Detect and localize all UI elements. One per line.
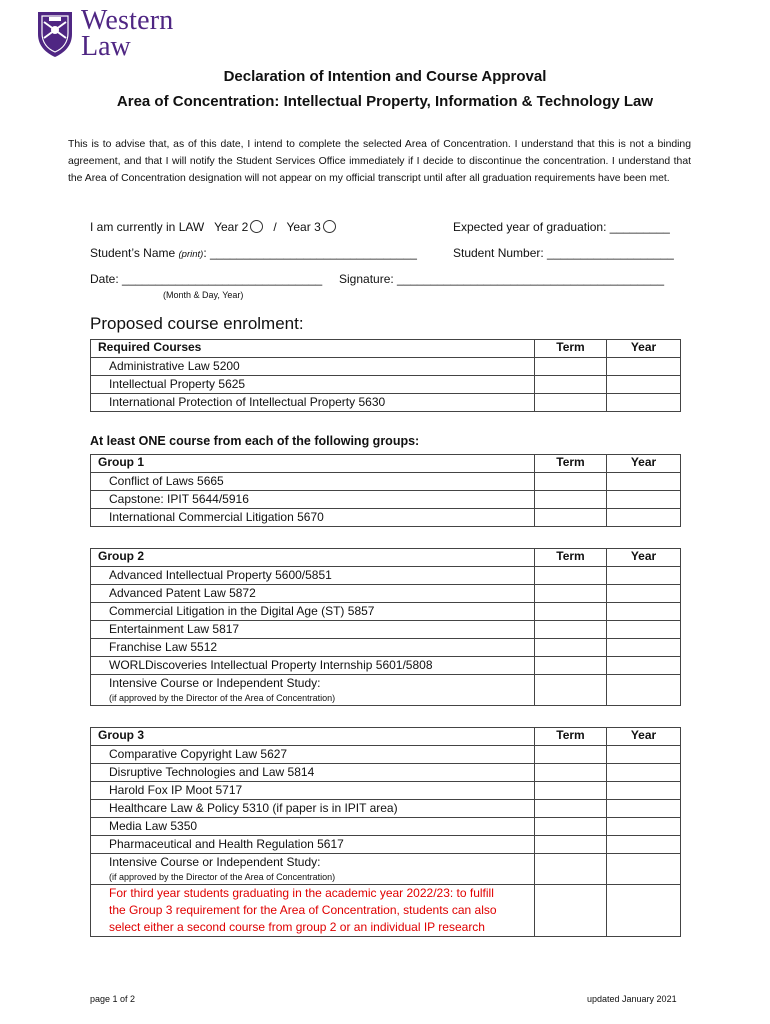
student-name-line: : _______________________________ [203,246,417,260]
approval-note: (if approved by the Director of the Area of Concentration) [109,872,336,882]
updated-date: updated January 2021 [587,994,677,1004]
course-item: Harold Fox IP Moot 5717 [109,783,243,797]
year-cell[interactable] [607,639,681,657]
course-item: Administrative Law 5200 [109,359,240,373]
logo-line-law: Law [81,30,131,62]
course-item: Intensive Course or Independent Study: [109,855,321,869]
term-cell[interactable] [535,746,607,764]
term-cell[interactable] [535,567,607,585]
year-selector-row [90,220,336,234]
shield-crest-icon [36,10,74,58]
date-field[interactable]: Date: ______________________________ [90,272,323,286]
course-item: Pharmaceutical and Health Regulation 5617 [109,837,344,851]
year-cell[interactable] [607,746,681,764]
year-header: Year [607,728,681,746]
group2-table [90,548,681,706]
year-cell[interactable] [607,800,681,818]
logo-line-western: Western [81,5,174,36]
term-cell[interactable] [535,657,607,675]
year2-radio[interactable] [250,220,263,233]
signature-field[interactable]: Signature: ________________________________________ [339,272,664,286]
term-header: Term [535,728,607,746]
print-hint: (print) [178,249,204,260]
year-cell[interactable] [607,854,681,885]
year-cell[interactable] [607,376,681,394]
group3-header: Group 3 [91,728,535,746]
student-name-label: Student’s Name [90,246,179,260]
year-cell[interactable] [607,567,681,585]
group1-table [90,454,681,527]
year-cell[interactable] [607,621,681,639]
year-cell[interactable] [607,394,681,412]
year-cell[interactable] [607,764,681,782]
year-cell[interactable] [607,603,681,621]
year-cell[interactable] [607,509,681,527]
year-header: Year [607,455,681,473]
course-item: Media Law 5350 [109,819,198,833]
term-cell[interactable] [535,358,607,376]
course-item: Conflict of Laws 5665 [109,474,224,488]
year-header: Year [607,340,681,358]
group3-table [90,727,681,937]
course-item: Disruptive Technologies and Law 5814 [109,765,315,779]
course-item: Comparative Copyright Law 5627 [109,747,288,761]
student-name-field[interactable] [90,246,417,260]
term-cell[interactable] [535,473,607,491]
term-cell[interactable] [535,836,607,854]
course-item: Commercial Litigation in the Digital Age (ST) 5857 [109,604,375,618]
course-item: Advanced Patent Law 5872 [109,586,256,600]
document-title: Declaration of Intention and Course Approval [223,68,547,85]
course-item: Intensive Course or Independent Study: [109,676,321,690]
term-cell[interactable] [535,394,607,412]
group1-header: Group 1 [91,455,535,473]
year3-radio[interactable] [323,220,336,233]
term-cell[interactable] [535,639,607,657]
course-item: International Protection of Intellectual Property 5630 [109,395,386,409]
year-cell[interactable] [607,885,681,937]
term-cell[interactable] [535,376,607,394]
term-cell[interactable] [535,800,607,818]
year-cell[interactable] [607,657,681,675]
year-header: Year [607,549,681,567]
term-header: Term [535,549,607,567]
year3-label: Year 3 [286,220,321,234]
term-cell[interactable] [535,585,607,603]
term-cell[interactable] [535,764,607,782]
course-item: Advanced Intellectual Property 5600/5851 [109,568,332,582]
year-cell[interactable] [607,585,681,603]
term-cell[interactable] [535,885,607,937]
year-cell[interactable] [607,675,681,706]
intro-paragraph: This is to advise that, as of this date, I intend to complete the selected Area of Concentration. I understand that this is not a binding agreement, and that I will notify the Student Services Office immediately if I decide to discontinue the concentration. I understand that the Area of Concentration designation will not appear on my official transcript until after all graduation requirements have been met. [68,139,691,184]
term-cell[interactable] [535,782,607,800]
groups-intro-heading: At least ONE course from each of the following groups: [90,434,420,448]
year2-label: Year 2 [214,220,249,234]
third-year-notice [91,885,535,937]
group2-header: Group 2 [91,549,535,567]
notice-line: select either a second course from group 2 or an individual IP research [109,920,485,934]
term-cell[interactable] [535,854,607,885]
year-cell[interactable] [607,358,681,376]
proposed-enrolment-heading: Proposed course enrolment: [90,314,304,333]
year-cell[interactable] [607,782,681,800]
date-format-hint: (Month & Day, Year) [163,290,244,300]
term-cell[interactable] [535,818,607,836]
currently-in-label: I am currently in LAW [90,220,205,234]
course-item: Franchise Law 5512 [109,640,218,654]
term-cell[interactable] [535,621,607,639]
course-item: Entertainment Law 5817 [109,622,240,636]
term-cell[interactable] [535,491,607,509]
slash-separator: / [273,220,277,234]
western-law-logo [36,5,174,62]
course-item: Healthcare Law & Policy 5310 (if paper is in IPIT area) [109,801,398,815]
term-cell[interactable] [535,603,607,621]
term-cell[interactable] [535,675,607,706]
year-cell[interactable] [607,491,681,509]
notice-line: the Group 3 requirement for the Area of Concentration, students can also [109,903,497,917]
year-cell[interactable] [607,836,681,854]
student-number-field[interactable]: Student Number: ___________________ [453,246,674,260]
required-courses-header: Required Courses [91,340,535,358]
document-subtitle: Area of Concentration: Intellectual Property, Information & Technology Law [116,93,654,110]
term-header: Term [535,455,607,473]
required-courses-table [90,339,681,412]
course-item: Capstone: IPIT 5644/5916 [109,492,249,506]
term-header: Term [535,340,607,358]
approval-note: (if approved by the Director of the Area of Concentration) [109,693,336,703]
page-number: page 1 of 2 [90,994,136,1004]
notice-line: For third year students graduating in the academic year 2022/23: to fulfill [109,886,494,900]
term-cell[interactable] [535,509,607,527]
expected-graduation-field[interactable]: Expected year of graduation: _________ [453,220,670,234]
course-item: International Commercial Litigation 5670 [109,510,324,524]
year-cell[interactable] [607,818,681,836]
course-item: WORLDiscoveries Intellectual Property Internship 5601/5808 [109,658,433,672]
course-item: Intellectual Property 5625 [109,377,246,391]
year-cell[interactable] [607,473,681,491]
